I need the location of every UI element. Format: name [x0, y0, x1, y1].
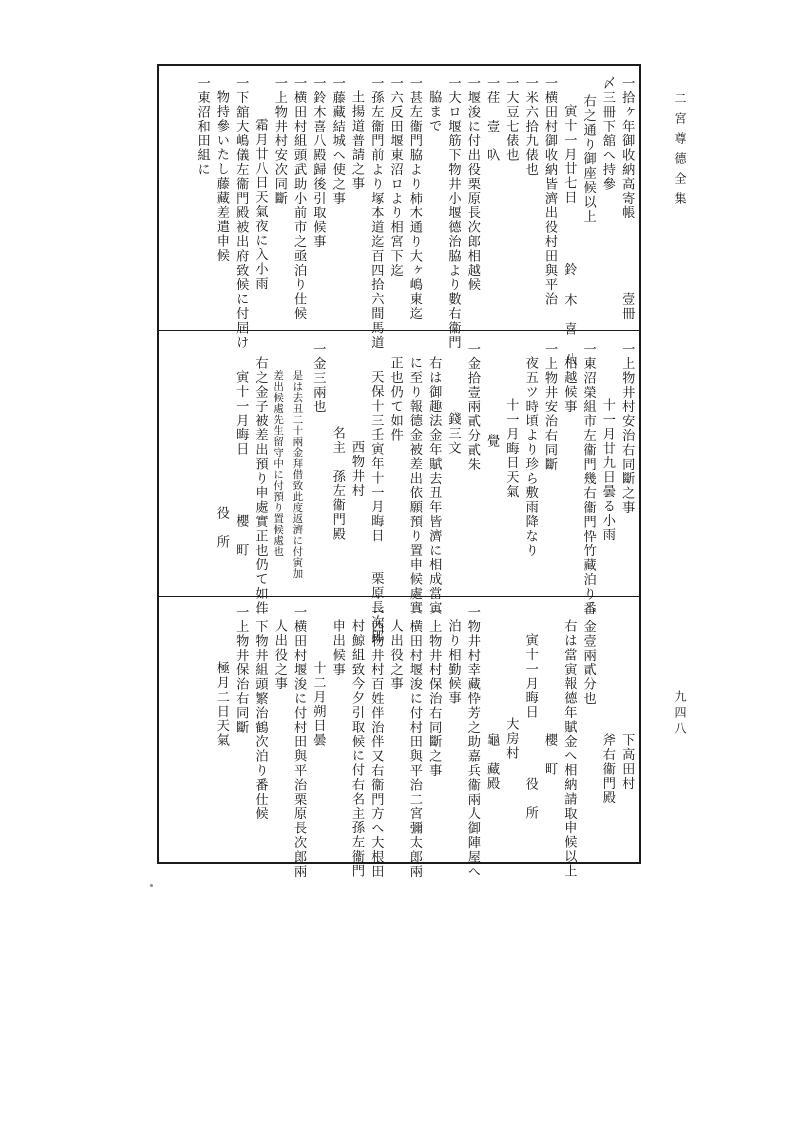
text-column: 是は去丑二十兩金拜借致此度返濟に付寅加 [291, 370, 304, 579]
text-column: 覺 [484, 434, 500, 449]
text-column: 土揚道普請之事 [349, 90, 364, 191]
text-column: 人出役之事 [387, 619, 403, 691]
text-column: 〆三冊下舘へ持參 [599, 76, 615, 192]
text-column: 十一月晦日天氣 [503, 398, 519, 499]
section-divider [159, 596, 639, 597]
text-column: 西物井村 [349, 440, 364, 498]
text-column: 一甚左衞門脇より柿木通り大ヶ嶋東迄 [406, 76, 422, 321]
text-column: 十二月朔日曇 [310, 661, 326, 748]
text-column: 極月二日天氣 [213, 661, 229, 748]
text-column: 一下舘大嶋儀左衞門殿被出府致候に付屆け [233, 76, 249, 350]
text-column: 寅十一月晦日 役 所 [522, 633, 538, 821]
text-column: 十一月廿九日曇る小雨 [599, 398, 615, 542]
text-column: 一横田村御收納皆濟出役村田與平治 [542, 76, 557, 307]
scan-speck [150, 884, 153, 887]
text-column: 一鈴木喜八殿歸後引取候事 [310, 76, 326, 249]
text-column: 一上物井村安治右同斷之事 [619, 342, 635, 515]
text-column: 一横田村堰浚に付村田與平治二宮彌太郎兩 [406, 605, 422, 879]
text-column: 一孫左衞門前より塚本道迄百四拾六間馬道 [368, 76, 384, 350]
text-column: 下高田村 [619, 733, 635, 791]
text-column: 一六反田堰東沼ロより相宮下迄 [387, 76, 403, 278]
text-column: 役 所 [213, 506, 229, 550]
text-column: 人出役之事 [271, 619, 287, 691]
text-column: 相越候事 [561, 356, 577, 414]
text-column: 一上物井村保治右同斷之事 [426, 605, 442, 778]
text-column: 申出候事 [329, 619, 345, 677]
text-column: 一上物井村安次同斷 [271, 76, 287, 206]
text-column: 一東沼和田組に [194, 76, 210, 177]
text-column: 錢三文 [445, 412, 461, 456]
text-column: 一米六拾九俵也 [522, 76, 538, 177]
text-column: 大房村 [503, 717, 519, 761]
text-column: 泊り相勤候事 [445, 619, 461, 706]
text-column: 一荏 壹 叺 [484, 76, 500, 163]
text-column: 一西物井村百姓伴治伴又右衞門方へ大根田 [368, 605, 384, 879]
text-column: 天保十三壬寅年十一月晦日 栗原長次郎 [368, 370, 384, 644]
text-column: 一金拾壹兩貳分貳朱 [464, 342, 480, 472]
text-column: 村鯨組致今夕引取候に付右名主孫左衞門 [349, 619, 364, 879]
page-number: 九四八 [673, 690, 687, 738]
text-column: に至り報德金被差出依願預り置申候處實 [406, 356, 422, 616]
text-column: 右之金子被差出預り申處實正也仍て如件 [252, 356, 268, 616]
text-column: 一上物井安治右同斷 [542, 342, 557, 472]
book-title: 二宮尊德全集 [673, 92, 687, 212]
text-column: 夜五ツ時頃より珍ら敷雨降なり [522, 356, 538, 558]
text-column: 寅十一月晦日 櫻 町 [233, 370, 249, 558]
text-column: 霜月廿八日天氣夜に入小雨 [252, 118, 268, 291]
text-column: 一横田村組頭武助小前市之亟泊り仕候 [291, 76, 307, 321]
text-column: 斧右衞門殿 [599, 733, 615, 805]
text-column: 物持參いたし藤藏差遣申候 [213, 90, 229, 263]
text-column: 右は當寅報德年賦金へ相納請取申候以上 [561, 619, 577, 879]
text-column: 一堰浚に付出役栗原長次郎相越候 [464, 76, 480, 292]
text-column: 一大豆七俵也 [503, 76, 519, 163]
text-column: 一上物井保治右同斷 [233, 605, 249, 735]
text-column: 差出候處先生留守中に付預り置候處也 [272, 370, 285, 557]
text-column: 一大ロ堰筋下物井小堰德治脇より數右衞門 [445, 76, 461, 350]
text-column: 寅十一月廿七日 鈴 木 喜 八 [561, 104, 577, 367]
text-column: 一拾ヶ年御收納高寄帳 壹冊 [619, 76, 635, 321]
text-column: 正也仍て如件 [387, 356, 403, 443]
text-column: 脇まで [426, 90, 442, 134]
text-column: 一物井村幸藏忰芳之助嘉兵衞兩人御陣屋へ [464, 605, 480, 879]
text-column: 一金三兩也 [310, 342, 326, 414]
text-column: 名主 孫左衞門殿 [329, 426, 345, 542]
text-column: 櫻 町 [542, 733, 557, 777]
text-column: 一金壹兩貳分也 [580, 605, 596, 706]
text-column: 右之通り御座候以上 [580, 94, 596, 224]
text-column: 一東沼榮組市左衞門幾右衞門忰竹藏泊り番 [580, 342, 596, 616]
text-column: 一下物井組頭繁治鶴次泊り番仕候 [252, 605, 268, 821]
text-column: 龜 藏殿 [484, 733, 500, 791]
text-column: 右は御趣法金年賦去丑年皆濟に相成當寅 [426, 356, 442, 616]
text-column: 一横田村堰浚に付村田與平治栗原長次郎兩 [291, 605, 307, 879]
text-column: 一藤藏結城へ使之事 [329, 76, 345, 206]
